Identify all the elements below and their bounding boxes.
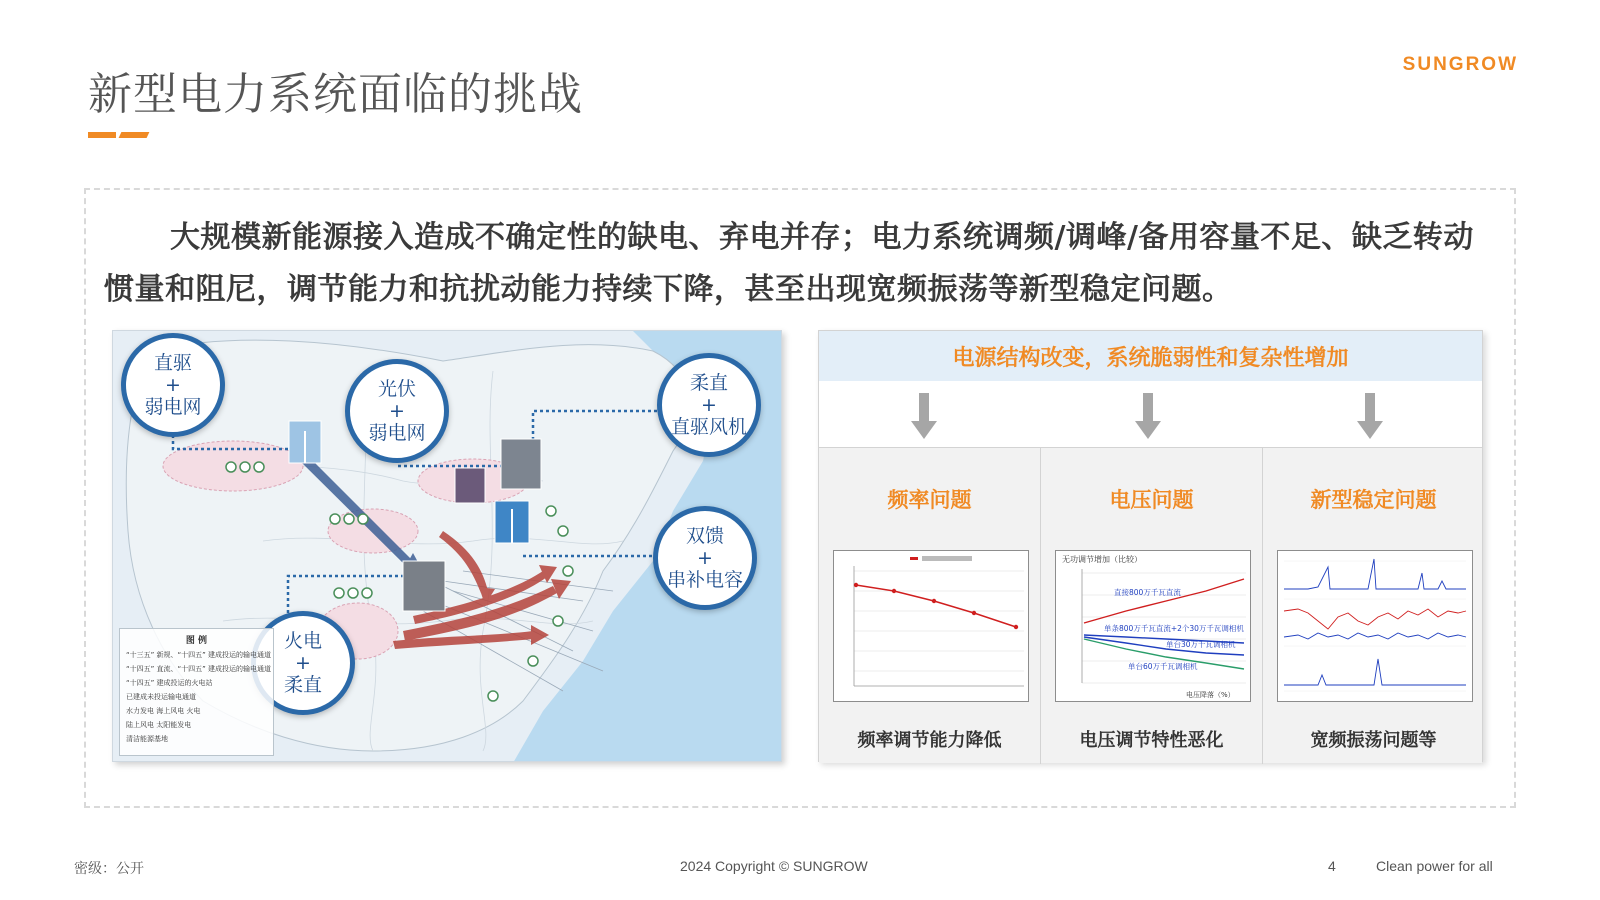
svg-text:单条800万千瓦直流+2个30万千瓦调相机: 单条800万千瓦直流+2个30万千瓦调相机 (1104, 624, 1244, 633)
down-arrow-icon (1357, 393, 1383, 441)
china-power-map (112, 330, 782, 762)
bubble-direct-drive-weak-grid: 直驱 + 弱电网 (121, 333, 225, 437)
column-caption: 频率调节能力降低 (857, 730, 1002, 751)
svg-text:单台60万千瓦调相机: 单台60万千瓦调相机 (1128, 662, 1198, 671)
svg-text:无功调节增加（比较）: 无功调节增加（比较） (1062, 555, 1142, 564)
column-frequency (819, 448, 1041, 764)
problem-columns (819, 447, 1482, 763)
column-title: 电压问题 (1109, 488, 1194, 512)
bubble-dfig-series-comp: 双馈 + 串补电容 (653, 506, 757, 610)
column-stability (1263, 448, 1484, 764)
lead-paragraph: 大规模新能源接入造成不确定性的缺电、弃电并存；电力系统调频/调峰/备用容量不足、缺乏转动惯量和阻尼，调节能力和抗扰动能力持续下降，甚至出现宽频振荡等新型稳定问题。 (104, 220, 1474, 307)
panel-header: 电源结构改变，系统脆弱性和复杂性增加 (819, 331, 1482, 381)
frequency-chart (833, 550, 1029, 702)
column-caption: 电压调节特性恶化 (1079, 730, 1224, 751)
svg-text:电压降落（%）: 电压降落（%） (1186, 691, 1235, 699)
map-legend: 图 例 “十三五” 新规、“十四五” 建成投运的输电通道 “十四五” 直流、“十四五” 建成投运的输电通道 “十四五” 建成投运的火电站 已建成未投运输电通道 水力发电 海上风电 火电 陆上风电 太阳能发电 清洁能源基地 (119, 628, 274, 756)
slogan: Clean power for all (1376, 858, 1493, 874)
svg-text:单台30万千瓦调相机: 单台30万千瓦调相机 (1166, 640, 1236, 649)
column-title: 频率问题 (887, 488, 972, 512)
challenges-panel (818, 330, 1483, 762)
oscillation-chart (1277, 550, 1473, 702)
page-number: 4 (1328, 858, 1336, 874)
down-arrow-icon (911, 393, 937, 441)
column-title: 新型稳定问题 (1310, 488, 1437, 512)
classification-label: 密级：公开 (74, 860, 144, 876)
bubble-thermal-flexible-dc: 火电 + 柔直 (251, 611, 355, 715)
copyright-text: 2024 Copyright © SUNGROW (680, 858, 868, 874)
sungrow-logo: SUNGROW (1402, 54, 1518, 75)
bubble-flexible-dc-wind: 柔直 + 直驱风机 (657, 353, 761, 457)
slide-title: 新型电力系统面临的挑战 (88, 69, 583, 120)
bubble-pv-weak-grid: 光伏 + 弱电网 (345, 359, 449, 463)
voltage-chart (1055, 550, 1251, 702)
title-accent-bar (88, 132, 148, 140)
column-voltage (1041, 448, 1263, 764)
svg-text:直接800万千瓦直流: 直接800万千瓦直流 (1114, 588, 1181, 597)
down-arrow-icon (1135, 393, 1161, 441)
column-caption: 宽频振荡问题等 (1310, 730, 1437, 751)
